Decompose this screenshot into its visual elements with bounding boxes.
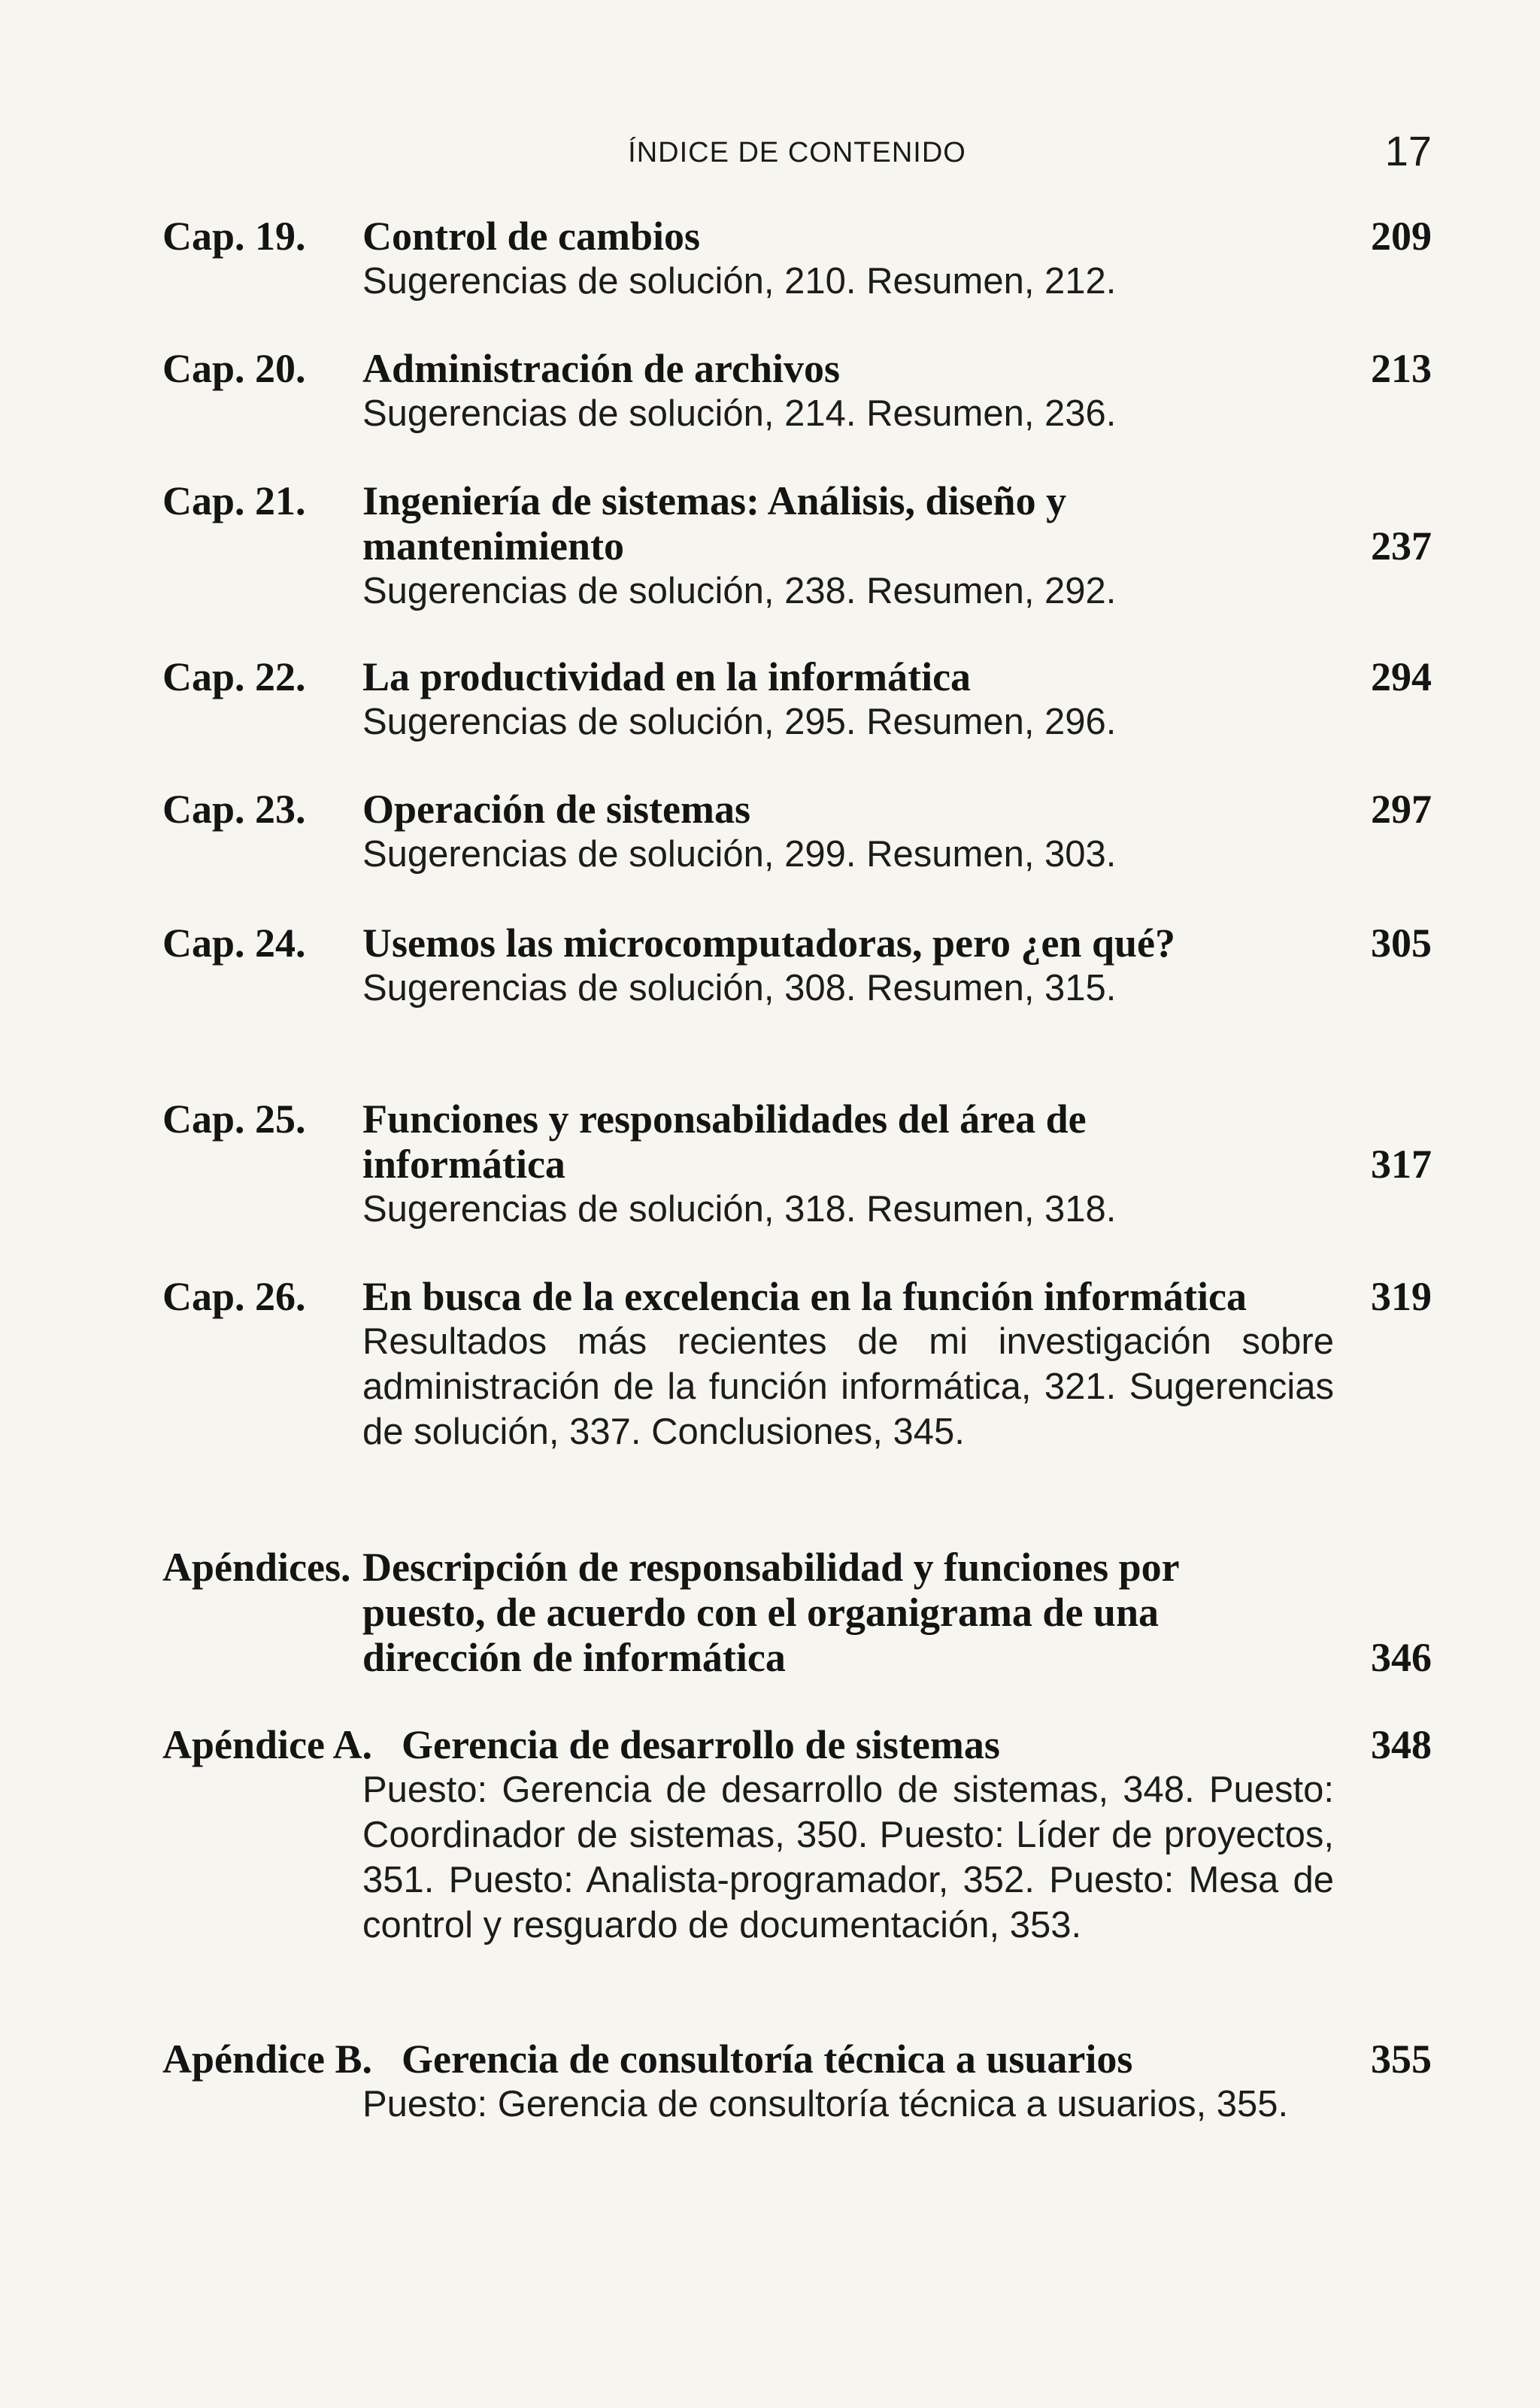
entry-title: Administración de archivos (362, 346, 841, 391)
entry-page: 305 (1371, 920, 1432, 966)
entry-label: Cap. 22. (162, 654, 306, 699)
entry-page: 355 (1371, 2036, 1432, 2082)
entry-detail: Sugerencias de solución, 238. Resumen, 292. (362, 571, 1117, 611)
entry-detail: Sugerencias de solución, 308. Resumen, 315. (362, 968, 1117, 1008)
entry-label: Cap. 21. (162, 478, 306, 523)
entry-body (362, 1096, 1432, 1232)
entry-body (362, 654, 1432, 745)
entry-body (362, 2036, 1432, 2127)
entry-label: Cap. 23. (162, 787, 306, 832)
entry-page: 237 (1371, 523, 1432, 569)
entry-detail: Puesto: Gerencia de consultoría técnica a usuarios, 355. (362, 2084, 1289, 2124)
entry-page: 346 (1371, 1635, 1432, 1680)
entry-body (362, 1545, 1432, 1680)
entry-label: Cap. 26. (162, 1274, 306, 1319)
entry-title: La productividad en la informática (362, 654, 972, 699)
entry-title: Ingeniería de sistemas: Análisis, diseño y mantenimiento (362, 478, 1067, 569)
entry-detail: Puesto: Gerencia de desarrollo de sistemas, 348. Puesto: Coordinador de sistemas, 350. Puesto: Líder de proyectos, 351. Puesto: Analista-programador, 352. Puesto: Mesa de control y resguardo de documentación, 353. (362, 1770, 1334, 1946)
page-number: 17 (1384, 127, 1432, 174)
entry-body (362, 214, 1432, 304)
entry-title: Control de cambios (362, 214, 701, 259)
entry-title: Operación de sistemas (362, 787, 750, 832)
entry-body (362, 346, 1432, 436)
entry-title: Funciones y responsabilidades del área de informática (362, 1096, 1087, 1187)
entry-title: Usemos las microcomputadoras, pero ¿en qué? (362, 920, 1175, 966)
entry-label: Cap. 24. (162, 920, 306, 966)
entry-page: 348 (1371, 1722, 1432, 1767)
entry-body (362, 920, 1432, 1011)
entry-label: Cap. 25. (162, 1096, 306, 1142)
entry-page: 209 (1371, 214, 1432, 259)
entry-label: Cap. 19. (162, 214, 306, 259)
entry-body (362, 478, 1432, 614)
entry-title: Gerencia de consultoría técnica a usuarios (402, 2036, 1133, 2082)
entry-page: 294 (1371, 654, 1432, 699)
entry-page: 317 (1371, 1142, 1432, 1187)
entry-body (362, 1274, 1432, 1454)
entry-detail: Sugerencias de solución, 210. Resumen, 212. (362, 261, 1117, 302)
entry-body (362, 787, 1432, 877)
running-head: ÍNDICE DE CONTENIDO (628, 137, 966, 168)
entry-title: Descripción de responsabilidad y funciones por puesto, de acuerdo con el organigrama de una dirección de informática (362, 1545, 1179, 1680)
entry-body (362, 1722, 1432, 1948)
entry-label: Apéndice B. (162, 2036, 373, 2082)
entry-detail: Sugerencias de solución, 295. Resumen, 296. (362, 702, 1117, 742)
entry-detail: Resultados más recientes de mi investigación sobre administración de la función informática, 321. Sugerencias de solución, 337. Conclusiones, 345. (362, 1321, 1334, 1452)
entry-title: En busca de la excelencia en la función informática (362, 1274, 1247, 1319)
entry-page: 213 (1371, 346, 1432, 391)
entry-label: Apéndices. (162, 1545, 351, 1590)
entry-label: Apéndice A. (162, 1722, 373, 1767)
page-header (162, 126, 1432, 179)
entry-page: 319 (1371, 1274, 1432, 1319)
entry-label: Cap. 20. (162, 346, 306, 391)
entry-detail: Sugerencias de solución, 214. Resumen, 236. (362, 393, 1117, 434)
entry-page: 297 (1371, 787, 1432, 832)
entry-detail: Sugerencias de solución, 318. Resumen, 318. (362, 1189, 1117, 1230)
entry-detail: Sugerencias de solución, 299. Resumen, 303. (362, 834, 1117, 875)
entry-title: Gerencia de desarrollo de sistemas (402, 1722, 1000, 1767)
